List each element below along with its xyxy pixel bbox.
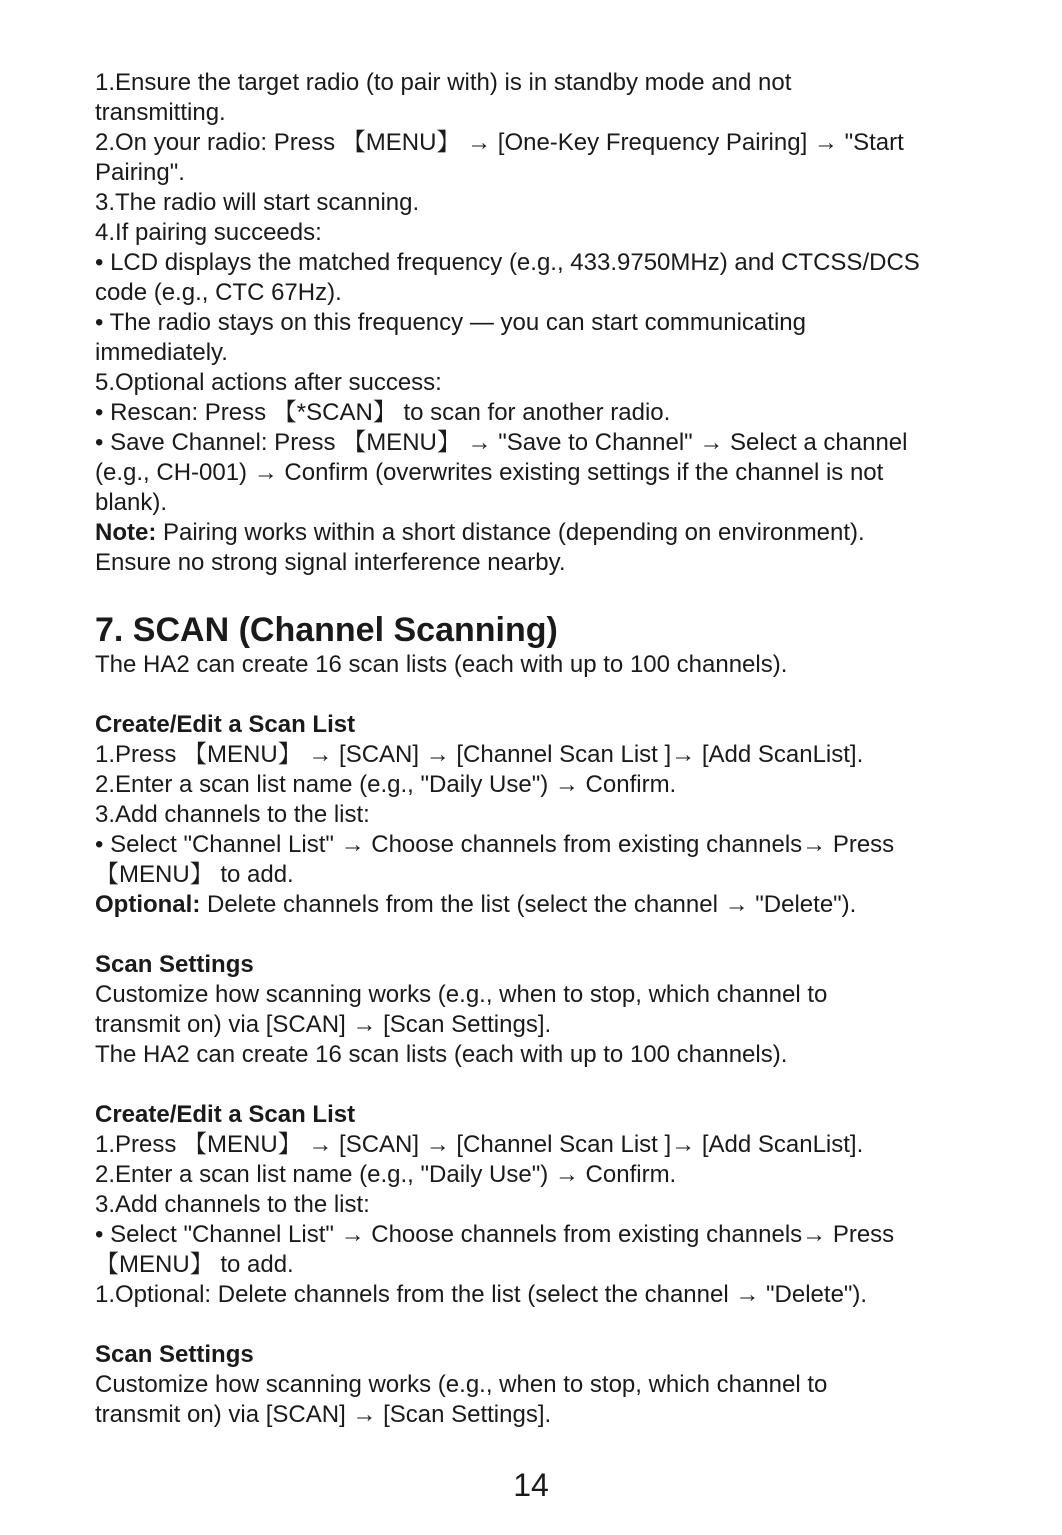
pairing-bullet-save-cont: (e.g., CH-001) → Confirm (overwrites existing settings if the channel is not xyxy=(95,459,884,486)
pairing-step-2-cont: Pairing". xyxy=(95,159,185,186)
pairing-step-5: 5.Optional actions after success: xyxy=(95,369,442,396)
subheading-create-scan-list-2: Create/Edit a Scan List xyxy=(95,1101,356,1128)
settings2-text-1: Customize how scanning works (e.g., when to stop, which channel to xyxy=(95,1371,828,1398)
settings-text-2: transmit on) via [SCAN] → [Scan Settings]. xyxy=(95,1011,552,1038)
optional-label: Optional: xyxy=(95,891,201,918)
pairing-step-1: 1.Ensure the target radio (to pair with) is in standby mode and not xyxy=(95,69,792,96)
pairing-bullet-rescan: • Rescan: Press 【*SCAN】 to scan for another radio. xyxy=(95,399,671,426)
pairing-bullet-stays: • The radio stays on this frequency — you can start communicating xyxy=(95,309,806,336)
pairing-bullet-lcd-cont: code (e.g., CTC 67Hz). xyxy=(95,279,342,306)
create-step-3: 3.Add channels to the list: xyxy=(95,801,370,828)
create-optional xyxy=(95,890,975,920)
document-body xyxy=(95,68,975,1430)
scan-intro: The HA2 can create 16 scan lists (each with up to 100 channels). xyxy=(95,651,788,678)
settings-text-1: Customize how scanning works (e.g., when to stop, which channel to xyxy=(95,981,828,1008)
create-step-1: 1.Press 【MENU】 → [SCAN] → [Channel Scan List ]→ [Add ScanList]. xyxy=(95,741,864,768)
pairing-bullet-stays-cont: immediately. xyxy=(95,339,228,366)
settings2-text-2: transmit on) via [SCAN] → [Scan Settings]. xyxy=(95,1401,552,1428)
page-number: 14 xyxy=(513,1467,549,1503)
pairing-step-4: 4.If pairing succeeds: xyxy=(95,219,322,246)
create2-step-3: 3.Add channels to the list: xyxy=(95,1191,370,1218)
note-label: Note: xyxy=(95,519,157,546)
create2-optional: 1.Optional: Delete channels from the list (select the channel → "Delete"). xyxy=(95,1281,868,1308)
create2-step-1: 1.Press 【MENU】 → [SCAN] → [Channel Scan List ]→ [Add ScanList]. xyxy=(95,1131,864,1158)
create-bullet-select: • Select "Channel List" → Choose channels from existing channels→ Press xyxy=(95,831,895,858)
pairing-step-1-cont: transmitting. xyxy=(95,99,226,126)
subheading-create-scan-list: Create/Edit a Scan List xyxy=(95,711,356,738)
pairing-note-cont: Ensure no strong signal interference nearby. xyxy=(95,549,566,576)
create2-step-2: 2.Enter a scan list name (e.g., "Daily Use") → Confirm. xyxy=(95,1161,677,1188)
create2-bullet-select-cont: 【MENU】 to add. xyxy=(95,1251,294,1278)
section-heading-scan: 7. SCAN (Channel Scanning) xyxy=(95,611,558,649)
create2-bullet-select: • Select "Channel List" → Choose channels from existing channels→ Press xyxy=(95,1221,895,1248)
subheading-scan-settings-2: Scan Settings xyxy=(95,1341,254,1368)
settings-text-3: The HA2 can create 16 scan lists (each with up to 100 channels). xyxy=(95,1041,788,1068)
create-bullet-select-cont: 【MENU】 to add. xyxy=(95,861,294,888)
note-text: Pairing works within a short distance (depending on environment). xyxy=(156,519,865,546)
subheading-scan-settings: Scan Settings xyxy=(95,951,254,978)
pairing-step-3: 3.The radio will start scanning. xyxy=(95,189,420,216)
pairing-bullet-lcd: • LCD displays the matched frequency (e.g., 433.9750MHz) and CTCSS/DCS xyxy=(95,249,920,276)
optional-text: Delete channels from the list (select the channel → "Delete"). xyxy=(200,891,857,918)
pairing-note xyxy=(95,518,975,548)
pairing-bullet-save-cont-2: blank). xyxy=(95,489,168,516)
pairing-bullet-save: • Save Channel: Press 【MENU】 → "Save to Channel" → Select a channel xyxy=(95,429,908,456)
create-step-2: 2.Enter a scan list name (e.g., "Daily Use") → Confirm. xyxy=(95,771,677,798)
pairing-step-2: 2.On your radio: Press 【MENU】 → [One-Key Frequency Pairing] → "Start xyxy=(95,129,904,156)
